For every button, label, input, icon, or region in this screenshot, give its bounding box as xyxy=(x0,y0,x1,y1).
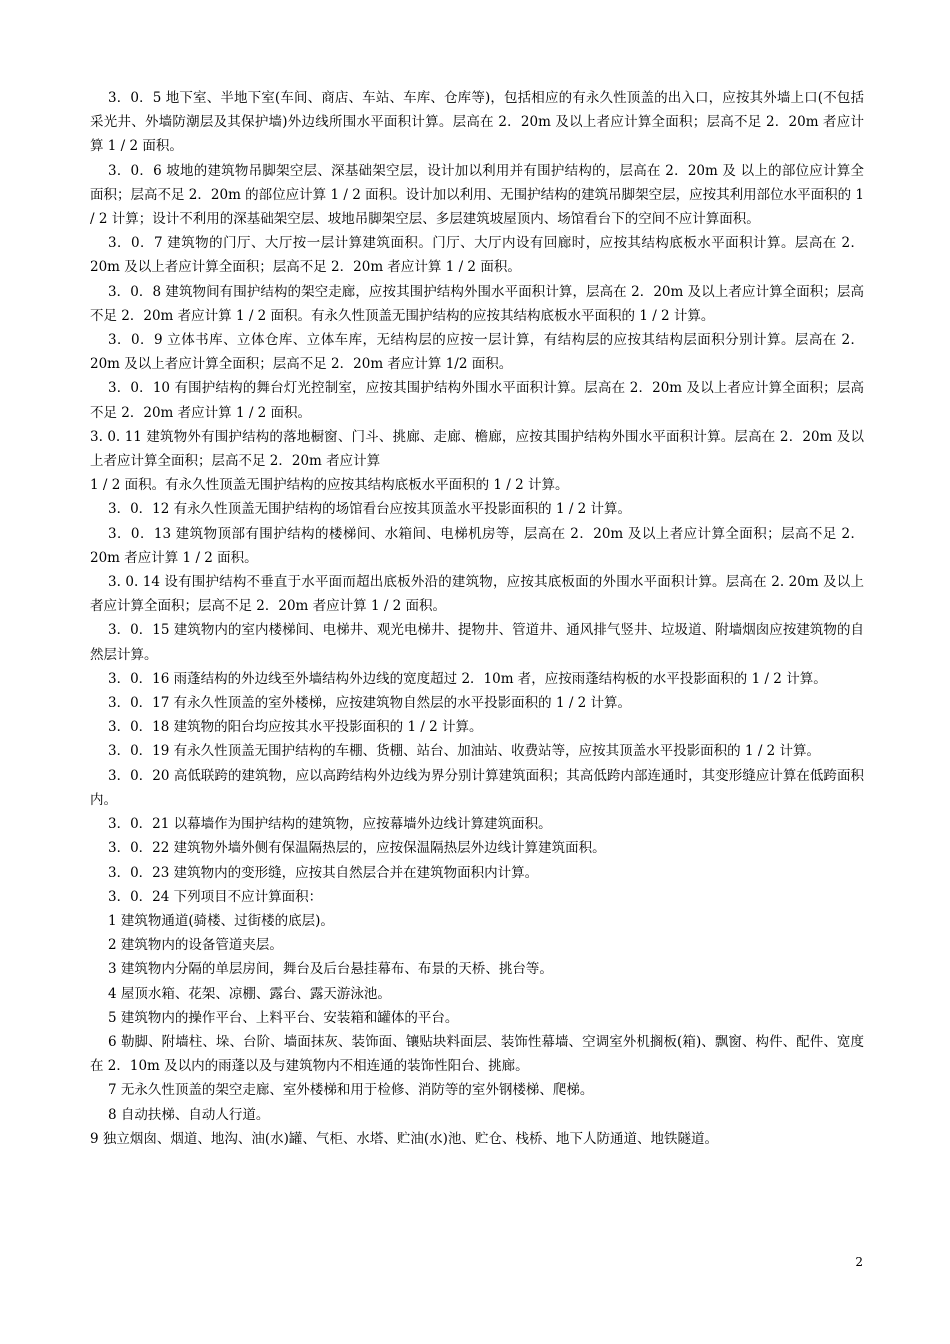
paragraph-3-0-14: 3. 0. 14 设有围护结构不垂直于水平面而超出底板外沿的建筑物，应按其底板面的外围水平面积计算。层高在 2. 20m 及以上者应计算全面积；层高不足 2．20m 者应计算 1 / 2 面积。 xyxy=(90,574,864,615)
list-item-8: 8 自动扶梯、自动人行道。 xyxy=(108,1106,270,1123)
list-item-1: 1 建筑物通道(骑楼、过街楼的底层)。 xyxy=(108,912,334,929)
paragraph-3-0-23: 3．0．23 建筑物内的变形缝，应按其自然层合并在建筑物面积内计算。 xyxy=(108,864,539,881)
paragraph-3-0-6: 3．0．6 坡地的建筑物吊脚架空层、深基础架空层，设计加以利用并有围护结构的，层高在 2．20m 及 以上的部位应计算全面积；层高不足 2．20m 的部位应计算 1 / 2 面积。设计加以利用、无围护结构的建筑吊脚架空层，应按其利用部位水平面积的 1 / 2 计算；设计不利用的深基础架空层、坡地吊脚架空层、多层建筑坡屋顶内、场馆看台下的空间不应计算面积。 xyxy=(90,162,864,228)
paragraph-3-0-9: 3．0．9 立体书库、立体仓库、立体车库，无结构层的应按一层计算，有结构层的应按其结构层面积分别计算。层高在 2．20m 及以上者应计算全面积；层高不足 2．20m 者应计算 1/2 面积。 xyxy=(90,332,864,373)
paragraph-3-0-16: 3．0．16 雨蓬结构的外边线至外墙结构外边线的宽度超过 2．10m 者，应按雨蓬结构板的水平投影面积的 1 / 2 计算。 xyxy=(108,670,827,687)
paragraph-3-0-11: 3. 0. 11 建筑物外有围护结构的落地橱窗、门斗、挑廊、走廊、檐廊，应按其围护结构外围水平面积计算。层高在 2．20m 及以上者应计算全面积；层高不足 2．20m 者应计算 xyxy=(90,428,864,470)
paragraph-3-0-17: 3．0．17 有永久性顶盖的室外楼梯，应按建筑物自然层的水平投影面积的 1 / 2 计算。 xyxy=(108,695,632,712)
paragraph-3-0-24: 3．0．24 下列项目不应计算面积： xyxy=(108,888,323,905)
document-body xyxy=(90,86,864,1151)
paragraph-3-0-20: 3．0．20 高低联跨的建筑物，应以高跨结构外边线为界分别计算建筑面积；其高低跨内部连通时，其变形缝应计算在低跨面积内。 xyxy=(90,767,864,808)
paragraph-3-0-5: 3．0．5 地下室、半地下室(车间、商店、车站、车库、仓库等)，包括相应的有永久性顶盖的出入口，应按其外墙上口(不包括采光井、外墙防潮层及其保护墙)外边线所围水平面积计算。层高在 2．20m 及以上者应计算全面积；层高不足 2．20m 者应计算 1 / 2 面积。 xyxy=(90,90,864,155)
paragraph-3-0-22: 3．0．22 建筑物外墙外侧有保温隔热层的，应按保温隔热层外边线计算建筑面积。 xyxy=(108,840,606,857)
paragraph-3-0-10: 3．0．10 有围护结构的舞台灯光控制室，应按其围护结构外围水平面积计算。层高在 2．20m 及以上者应计算全面积；层高不足 2．20m 者应计算 1 / 2 面积。 xyxy=(90,380,864,421)
list-item-3: 3 建筑物内分隔的单层房间，舞台及后台悬挂幕布、布景的天桥、挑台等。 xyxy=(108,961,553,978)
paragraph-3-0-11-continued: 1 / 2 面积。有永久性顶盖无围护结构的应按其结构底板水平面积的 1 / 2 计算。 xyxy=(90,477,569,494)
list-item-9: 9 独立烟囱、烟道、地沟、油(水)罐、气柜、水塔、贮油(水)池、贮仓、栈桥、地下人防通道、地铁隧道。 xyxy=(90,1130,718,1147)
paragraph-3-0-12: 3．0．12 有永久性顶盖无围护结构的场馆看台应按其顶盖水平投影面积的 1 / 2 计算。 xyxy=(108,501,632,518)
list-item-2: 2 建筑物内的设备管道夹层。 xyxy=(108,937,283,954)
paragraph-3-0-7: 3．0．7 建筑物的门厅、大厅按一层计算建筑面积。门厅、大厅内设有回廊时，应按其结构底板水平面积计算。层高在 2．20m 及以上者应计算全面积；层高不足 2．20m 者应计算 1 / 2 面积。 xyxy=(90,235,864,276)
list-item-4: 4 屋顶水箱、花架、凉棚、露台、露天游泳池。 xyxy=(108,985,391,1002)
paragraph-3-0-21: 3．0．21 以幕墙作为围护结构的建筑物，应按幕墙外边线计算建筑面积。 xyxy=(108,816,552,833)
list-item-6: 6 勒脚、附墙柱、垛、台阶、墙面抹灰、装饰面、镶贴块料面层、装饰性幕墙、空调室外机搁板(箱)、飘窗、构件、配件、宽度在 2．10m 及以内的雨蓬以及与建筑物内不相连通的装饰性阳台、挑廊。 xyxy=(90,1033,864,1075)
list-item-7: 7 无永久性顶盖的架空走廊、室外楼梯和用于检修、消防等的室外钢楼梯、爬梯。 xyxy=(108,1082,594,1099)
paragraph-3-0-8: 3．0．8 建筑物间有围护结构的架空走廊，应按其围护结构外围水平面积计算，层高在 2．20m 及以上者应计算全面积；层高不足 2．20m 者应计算 1 / 2 面积。有永久性顶盖无围护结构的应按其结构底板水平面积的 1 / 2 计算。 xyxy=(90,283,864,324)
paragraph-3-0-18: 3．0．18 建筑物的阳台均应按其水平投影面积的 1 / 2 计算。 xyxy=(108,719,483,736)
list-item-5: 5 建筑物内的操作平台、上料平台、安装箱和罐体的平台。 xyxy=(108,1009,459,1026)
paragraph-3-0-15: 3．0．15 建筑物内的室内楼梯间、电梯井、观光电梯井、提物井、管道井、通风排气竖井、垃圾道、附墙烟囱应按建筑物的自然层计算。 xyxy=(90,622,864,663)
paragraph-3-0-13: 3．0．13 建筑物顶部有围护结构的楼梯间、水箱间、电梯机房等，层高在 2．20m 及以上者应计算全面积；层高不足 2．20m 者应计算 1 / 2 面积。 xyxy=(90,525,864,566)
page-number: 2 xyxy=(855,1255,863,1269)
paragraph-3-0-19: 3．0．19 有永久性顶盖无围护结构的车棚、货棚、站台、加油站、收费站等，应按其顶盖水平投影面积的 1 / 2 计算。 xyxy=(108,743,821,760)
